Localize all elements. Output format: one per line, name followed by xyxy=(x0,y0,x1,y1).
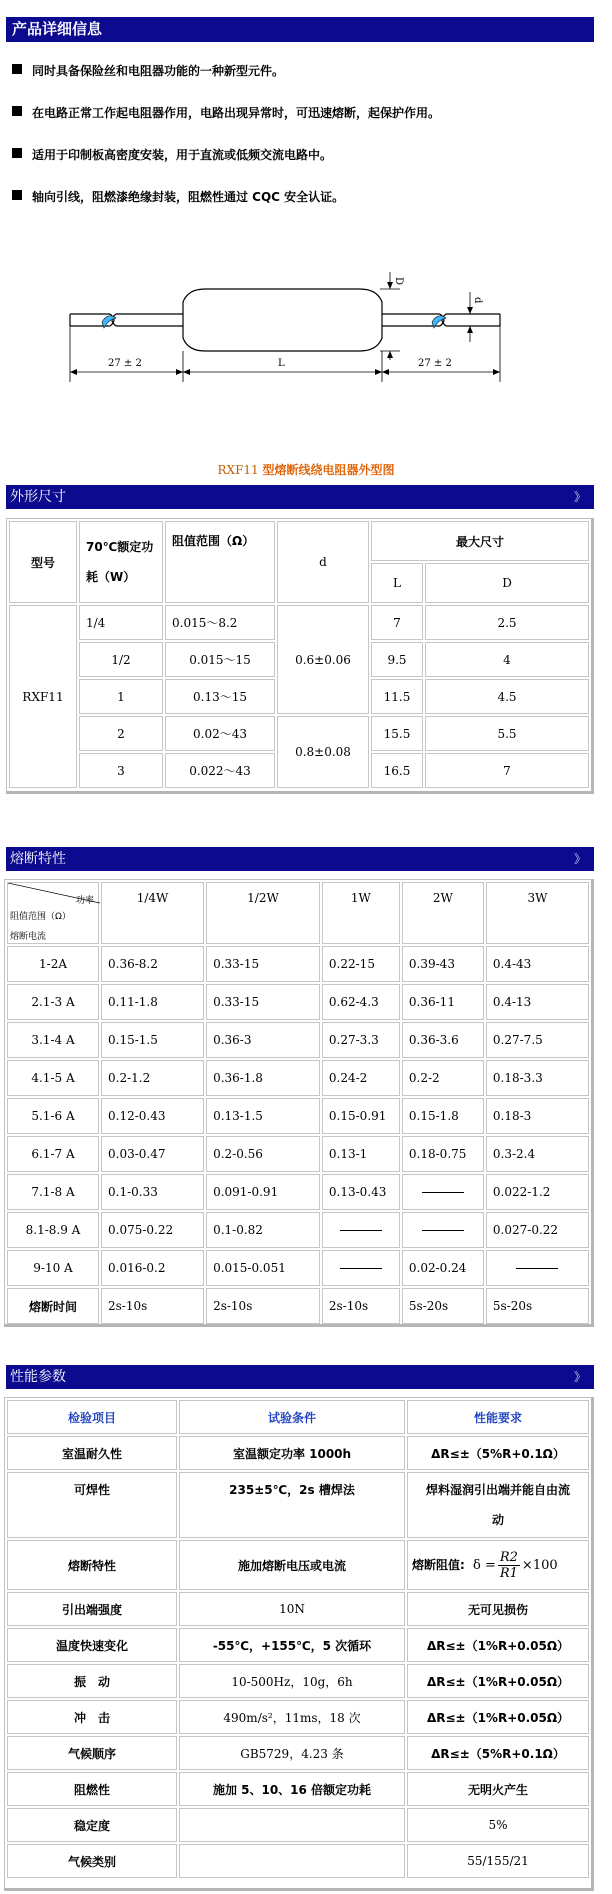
feature-item: 轴向引线，阻燃漆绝缘封装，阻燃性通过 CQC 安全认证。 xyxy=(12,188,592,230)
table-row: 2.1-3 A 0.11-1.8 0.33-15 0.62-4.3 0.36-11 0.4-13 xyxy=(7,984,589,1020)
table-row: 温度快速变化 -55℃，+155℃，5 次循环 ΔR≤±（1%R+0.05Ω） xyxy=(7,1628,589,1662)
table-row: 4.1-5 A 0.2-1.2 0.36-1.8 0.24-2 0.2-2 0.18-3.3 xyxy=(7,1060,589,1096)
empty-dash-cell xyxy=(322,1250,400,1286)
double-chevron-icon[interactable]: 》 xyxy=(573,852,586,866)
section-title: 外形尺寸 xyxy=(10,489,66,505)
fuse-resistance-cell: 熔断阻值: δ = $\frac{R2}{R1}$ ×100 xyxy=(407,1540,589,1590)
power-header: 2W xyxy=(402,882,484,944)
header-L: L xyxy=(371,563,423,603)
dash-icon xyxy=(340,1268,382,1269)
table-corner-cell: 功率 阻值范围（Ω） 熔断电流 xyxy=(7,882,99,944)
table-row: 振 动 10-500Hz，10g，6h ΔR≤±（1%R+0.05Ω） xyxy=(7,1664,589,1698)
bullet-square-icon xyxy=(12,190,22,200)
power-header: 1/2W xyxy=(206,882,320,944)
table-row: 6.1-7 A 0.03-0.47 0.2-0.56 0.13-1 0.18-0.75 0.3-2.4 xyxy=(7,1136,589,1172)
power-header: 3W xyxy=(486,882,589,944)
fuse-time-label: 熔断时间 xyxy=(7,1288,99,1324)
table-row: 2 0.02～43 0.8±0.08 15.5 5.5 xyxy=(9,716,589,751)
power-header: 1/4W xyxy=(101,882,204,944)
dimensions-table xyxy=(7,519,591,790)
double-chevron-icon[interactable]: 》 xyxy=(573,1370,586,1384)
table-row: RXF11 1/4 0.015～8.2 0.6±0.06 7 2.5 xyxy=(9,605,589,640)
table-row: 5.1-6 A 0.12-0.43 0.13-1.5 0.15-0.91 0.15-1.8 0.18-3 xyxy=(7,1098,589,1134)
table-row: 阻燃性 施加 5、10、16 倍额定功耗 无明火产生 xyxy=(7,1772,589,1806)
dimensions-table-panel xyxy=(6,518,594,794)
fuse-formula: δ = $\frac{R2}{R1}$ ×100 xyxy=(473,1549,558,1581)
section-title: 性能参数 xyxy=(10,1369,66,1385)
page-title-bar xyxy=(6,17,594,42)
table-row: 熔断时间 2s-10s 2s-10s 2s-10s 5s-20s 5s-20s xyxy=(7,1288,589,1324)
table-row: 3 0.022～43 16.5 7 xyxy=(9,753,589,788)
section-header-dimensions xyxy=(6,485,594,509)
header-d: d xyxy=(277,521,369,603)
dash-icon xyxy=(516,1268,558,1269)
table-row: 1-2A 0.36-8.2 0.33-15 0.22-15 0.39-43 0.4-43 xyxy=(7,946,589,982)
bullet-square-icon xyxy=(12,148,22,158)
feature-list xyxy=(12,62,592,230)
lead-dim-left: 27 ± 2 xyxy=(108,358,142,369)
table-row: 8.1-8.9 A 0.075-0.22 0.1-0.82 0.027-0.22 xyxy=(7,1212,589,1248)
dash-icon xyxy=(422,1230,464,1231)
table-row: 可焊性 235±5℃，2s 槽焊法 焊料湿润引出端并能自由流动 xyxy=(7,1472,589,1538)
dash-icon xyxy=(340,1230,382,1231)
header-max-size: 最大尺寸 xyxy=(371,521,589,561)
table-row: 引出端强度 10N 无可见损伤 xyxy=(7,1592,589,1626)
empty-dash-cell xyxy=(486,1250,589,1286)
feature-item: 同时具备保险丝和电阻器功能的一种新型元件。 xyxy=(12,62,592,104)
section-header-fusing xyxy=(6,847,594,871)
table-row: 7.1-8 A 0.1-0.33 0.091-0.91 0.13-0.43 0.022-1.2 xyxy=(7,1174,589,1210)
double-chevron-icon[interactable]: 》 xyxy=(573,490,586,504)
lead-dim-right: 27 ± 2 xyxy=(418,358,452,369)
header-condition: 试验条件 xyxy=(179,1400,405,1434)
table-row: 室温耐久性 室温额定功率 1000h ΔR≤±（5%R+0.1Ω） xyxy=(7,1436,589,1470)
header-model: 型号 xyxy=(9,521,77,603)
table-row: 熔断特性 施加熔断电压或电流 熔断阻值: δ = $\frac{R2}{R1}$ ×100 xyxy=(7,1540,589,1590)
performance-table-panel xyxy=(4,1397,594,1891)
empty-dash-cell xyxy=(322,1212,400,1248)
table-row: 1 0.13～15 11.5 4.5 xyxy=(9,679,589,714)
header-item: 检验项目 xyxy=(7,1400,177,1434)
bullet-square-icon xyxy=(12,106,22,116)
table-row: 3.1-4 A 0.15-1.5 0.36-3 0.27-3.3 0.36-3.6 0.27-7.5 xyxy=(7,1022,589,1058)
table-row: 稳定度 5% xyxy=(7,1808,589,1842)
header-range: 阻值范围（Ω） xyxy=(165,521,275,603)
header-power: 70℃额定功耗（W） xyxy=(79,521,163,603)
diameter-label: D xyxy=(393,277,404,286)
dash-icon xyxy=(422,1192,464,1193)
cell-model: RXF11 xyxy=(9,605,77,788)
table-row: 9-10 A 0.016-0.2 0.015-0.051 0.02-0.24 xyxy=(7,1250,589,1286)
empty-dash-cell xyxy=(402,1174,484,1210)
resistor-outline-diagram xyxy=(60,262,560,407)
bullet-square-icon xyxy=(12,64,22,74)
performance-table xyxy=(5,1398,591,1880)
feature-item: 在电路正常工作起电阻器作用，电路出现异常时，可迅速熔断，起保护作用。 xyxy=(12,104,592,146)
fusing-table-panel xyxy=(4,879,594,1327)
section-header-performance xyxy=(6,1365,594,1389)
cell-d-2: 0.8±0.08 xyxy=(277,716,369,788)
fusing-table xyxy=(5,880,591,1326)
page-title: 产品详细信息 xyxy=(12,20,103,38)
table-row: 冲 击 490m/s²，11ms，18 次 ΔR≤±（1%R+0.05Ω） xyxy=(7,1700,589,1734)
lead-diameter-label: d xyxy=(472,297,483,304)
header-D: D xyxy=(425,563,589,603)
table-row: 气候类别 55/155/21 xyxy=(7,1844,589,1878)
power-header: 1W xyxy=(322,882,400,944)
diagram-caption: RXF11 型熔断线绕电阻器外型图 xyxy=(217,463,395,477)
table-row: 气候顺序 GB5729，4.23 条 ΔR≤±（5%R+0.1Ω） xyxy=(7,1736,589,1770)
body-length-label: L xyxy=(278,358,285,369)
cell-d-1: 0.6±0.06 xyxy=(277,605,369,714)
header-requirement: 性能要求 xyxy=(407,1400,589,1434)
table-row: 1/2 0.015～15 9.5 4 xyxy=(9,642,589,677)
empty-dash-cell xyxy=(402,1212,484,1248)
section-title: 熔断特性 xyxy=(10,851,66,867)
feature-item: 适用于印制板高密度安装，用于直流或低频交流电路中。 xyxy=(12,146,592,188)
